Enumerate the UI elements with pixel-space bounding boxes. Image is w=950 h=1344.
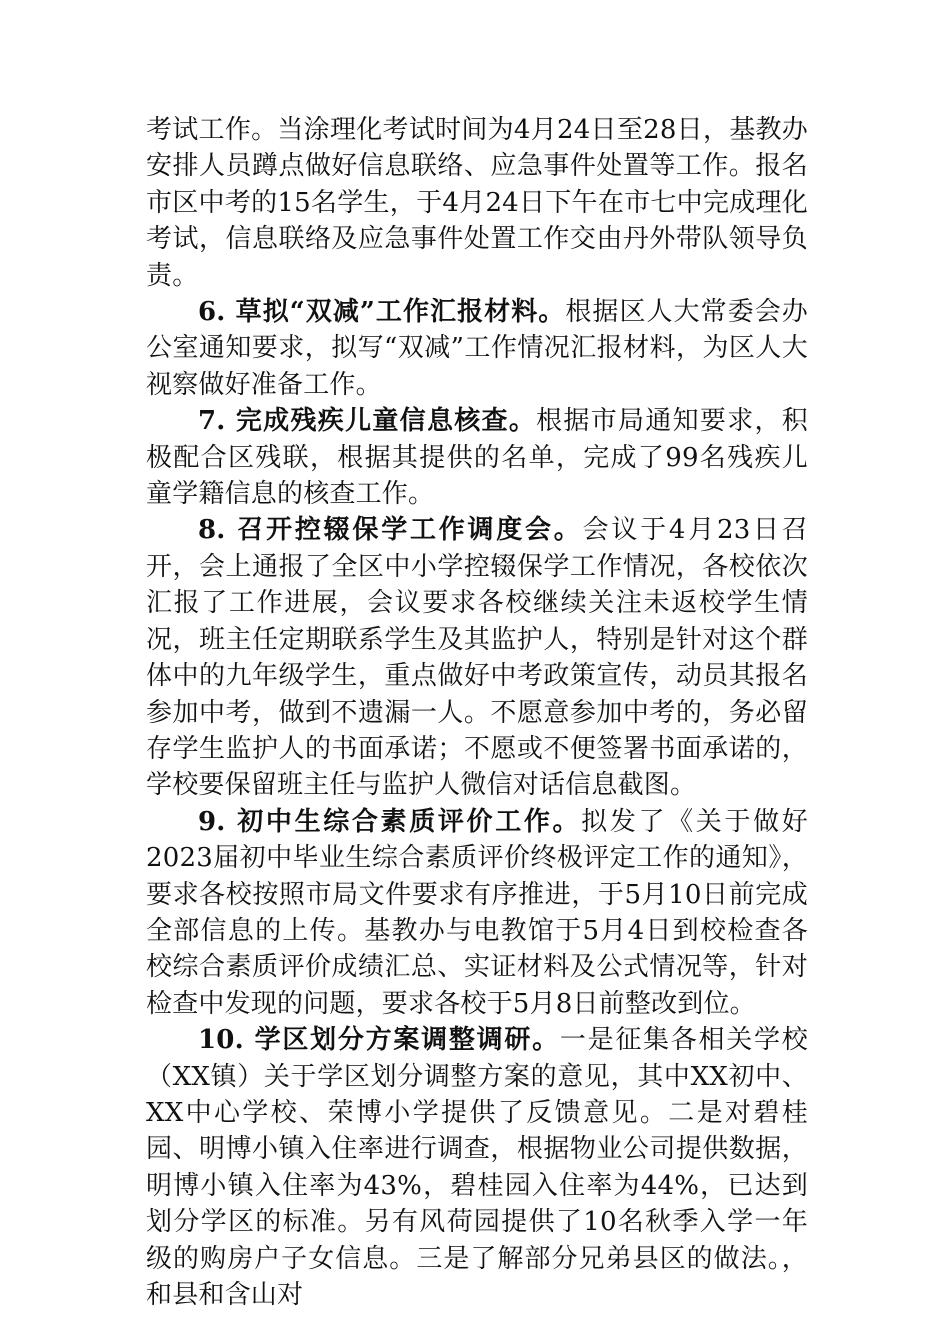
item-heading: 10. 学区划分方案调整调研。 xyxy=(198,1025,560,1056)
paragraph-body: 会议于4月23日召开，会上通报了全区中小学控辍保学工作情况，各校依次汇报了工作进展，会议要求各校继续关注未返校学生情况，班主任定期联系学生及其监护人，特别是针对这个群体中的九年级学生，重点做好中考政策宣传，动员其报名参加中考，做到不遗漏一人。不愿意参加中考的，务必留存学生监护人的书面承诺；不愿或不便签署书面承诺的，学校要保留班主任与监护人微信对话信息截图。 xyxy=(146,515,808,801)
paragraph-item-6 xyxy=(146,294,808,403)
paragraph-item-10 xyxy=(146,1022,808,1313)
item-heading: 9. 初中生综合素质评价工作。 xyxy=(198,806,582,837)
paragraph-item-8 xyxy=(146,512,808,803)
document-body xyxy=(146,112,808,1313)
paragraph-body: 一是征集各相关学校（XX镇）关于学区划分调整方案的意见，其中XX初中、XX中心学校、荣博小学提供了反馈意见。二是对碧桂园、明博小镇入住率进行调查，根据物业公司提供数据，明博小镇入住率为43%，碧桂园入住率为44%，已达到划分学区的标准。另有风荷园提供了10名秋季入学一年级的购房户子女信息。三是了解部分兄弟县区的做法。，和县和含山对 xyxy=(146,1025,808,1310)
paragraph-body: 考试工作。当涂理化考试时间为4月24日至28日，基教办安排人员蹲点做好信息联络、应急事件处置等工作。报名市区中考的15名学生，于4月24日下午在市七中完成理化考试，信息联络及应急事件处置工作交由丹外带队领导负责。 xyxy=(146,115,808,291)
item-heading: 6. 草拟“双减”工作汇报材料。 xyxy=(198,297,566,328)
paragraph-item-7 xyxy=(146,403,808,512)
item-heading: 7. 完成残疾儿童信息核查。 xyxy=(198,406,537,437)
item-heading: 8. 召开控辍保学工作调度会。 xyxy=(198,515,583,546)
paragraph-body: 拟发了《关于做好2023届初中毕业生综合素质评价终极评定工作的通知》，要求各校按照市局文件要求有序推进，于5月10日前完成全部信息的上传。基教办与电教馆于5月4日到校检查各校综合素质评价成绩汇总、实证材料及公式情况等，针对检查中发现的问题，要求各校于5月8日前整改到位。 xyxy=(146,806,808,1019)
paragraph-body: 根据市局通知要求，积极配合区残联，根据其提供的名单，完成了99名残疾儿童学籍信息的核查工作。 xyxy=(146,406,808,510)
paragraph-exam-work xyxy=(146,112,808,294)
paragraph-body: 根据区人大常委会办公室通知要求，拟写“双减”工作情况汇报材料，为区人大视察做好准备工作。 xyxy=(146,297,808,400)
paragraph-item-9 xyxy=(146,804,808,1022)
